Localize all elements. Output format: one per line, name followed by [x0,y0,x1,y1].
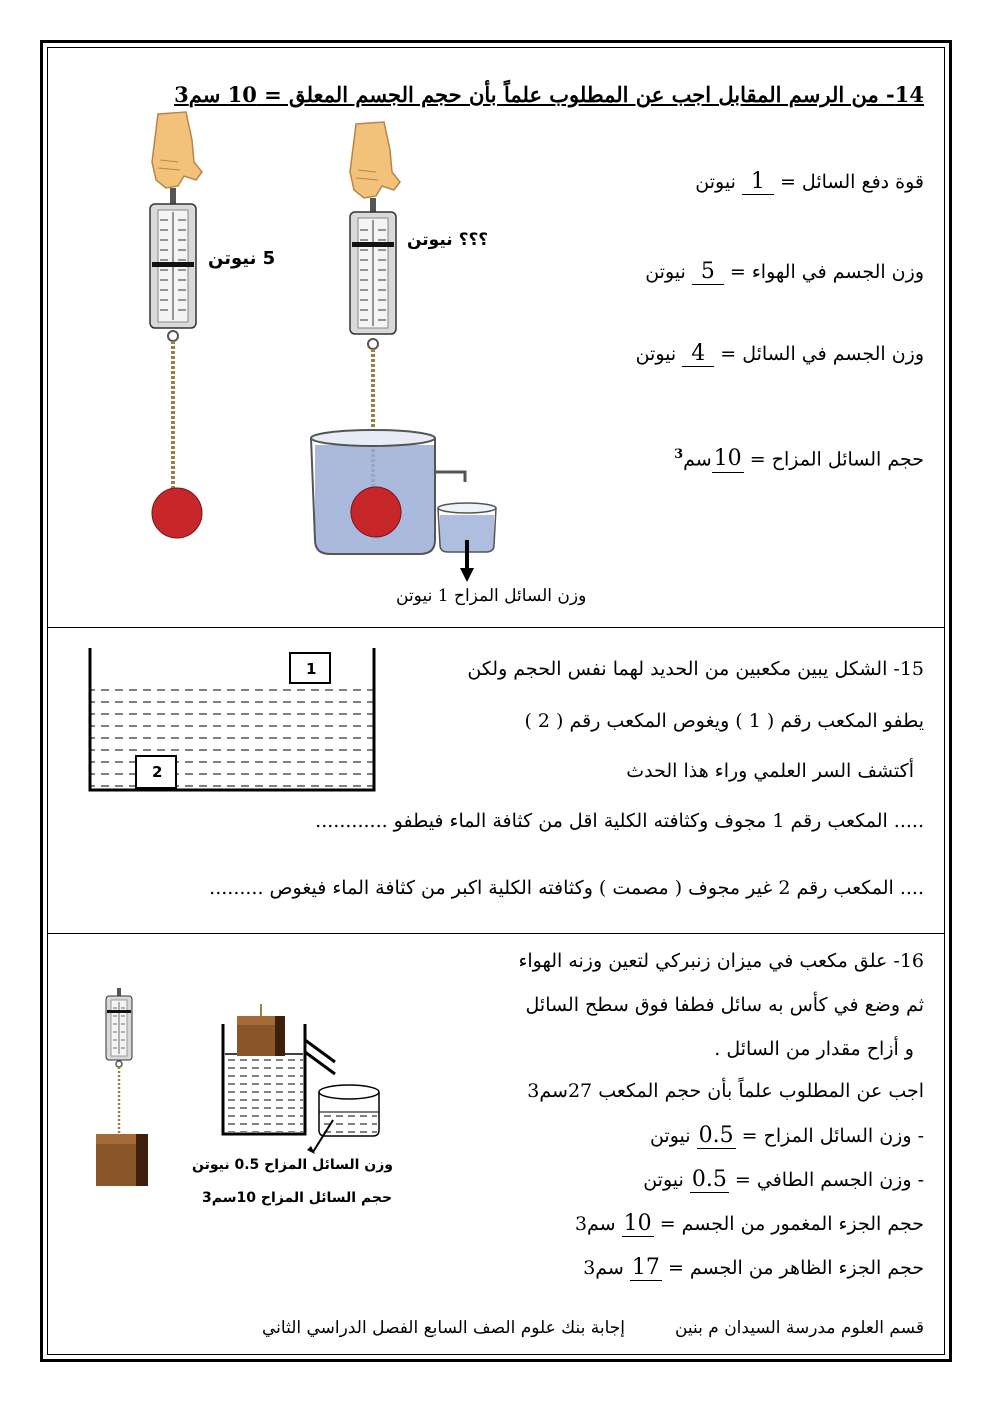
q16-line4: اجب عن المطلوب علماً بأن حجم المكعب 27سم3 [527,1080,924,1102]
indicator-bar [352,242,394,247]
q15-line1: 15- الشكل يبين مكعبين من الحديد لهما نفس الحجم ولكن [467,658,924,680]
q16-displaced-weight-answer: 0.5 [698,1123,734,1148]
footer-right: قسم العلوم مدرسة السيدان م بنين [674,1318,924,1338]
q15-line2: يطفو المكعب رقم ( 1 ) ويغوص المكعب رقم ( 2 ) [524,710,924,732]
q14-displaced-volume-row: حجم السائل المزاح = 10سم$^3$ [674,446,924,472]
q14-buoyancy-row: قوة دفع السائل = 1 نيوتن [695,169,924,194]
q14-left-scale-label: 5 نيوتن [208,248,276,269]
indicator-bar [107,1010,131,1013]
q16-line2: ثم وضع في كأس به سائل فطفا فوق سطح السائل [525,994,924,1016]
cube-2-label: 2 [152,763,163,781]
section-divider-2 [47,933,945,934]
footer-left: إجابة بنك علوم الصف السابع الفصل الدراسي الثاني [262,1318,626,1338]
q14-weight-air-row: وزن الجسم في الهواء = 5 نيوتن [645,259,924,284]
q16-line1: 16- علق مكعب في ميزان زنبركي لتعين وزنه الهواء [518,950,924,972]
q14-title: 14- من الرسم المقابل اجب عن المطلوب علماً بأن حجم الجسم المعلق = 10 سم3 [174,82,924,107]
q15-answer1: ..... المكعب رقم 1 مجوف وكثافته الكلية اقل من كثافة الماء فيطفو ............ [315,810,924,832]
q16-submerged-answer: 10 [623,1211,652,1236]
q16-caption-weight: وزن السائل المزاح 0.5 نيوتن [192,1157,393,1173]
q14-right-spring-balance [300,120,510,570]
q14-displaced-volume-answer: 10 [713,446,742,472]
hand-icon [152,112,202,188]
q15-answer2: .... المكعب رقم 2 غير مجوف ( مصمت ) وكثافته الكلية اكبر من كثافة الماء فيغوص ......... [209,877,924,899]
q16-caption-volume: حجم السائل المزاح 10سم3 [202,1190,393,1206]
indicator-bar [152,262,194,267]
ball [351,487,401,537]
q16-line3: و أزاح مقدار من السائل . [714,1038,914,1060]
q14-weight-liquid-answer: 4 [682,342,714,367]
q16-visible-row: حجم الجزء الظاهر من الجسم = 17 سم3 [583,1255,924,1280]
q14-weight-air-answer: 5 [692,260,724,285]
q15-line3: أكتشف السر العلمي وراء هذا الحدث [626,760,914,782]
q16-visible-answer: 17 [631,1255,660,1280]
q16-floating-weight-answer: 0.5 [691,1167,727,1192]
q16-overflow-beaker [215,1000,395,1142]
section-divider-1 [47,627,945,628]
ball [152,488,202,538]
q14-buoyancy-answer: 1 [742,170,774,195]
q14-right-scale-label: ؟؟؟ نيوتن [407,230,489,250]
q16-spring-balance [92,988,152,1198]
q14-displaced-caption: وزن السائل المزاح 1 نيوتن [396,586,587,606]
q14-weight-liquid-row: وزن الجسم في السائل = 4 نيوتن [635,341,924,366]
cube-1-label: 1 [306,660,317,678]
hand-icon [350,122,400,198]
q16-submerged-row: حجم الجزء المغمور من الجسم = 10 سم3 [574,1211,924,1236]
q14-left-spring-balance [130,110,220,540]
q16-floating-weight-row: - وزن الجسم الطافي = 0.5 نيوتن [643,1167,924,1192]
q16-displaced-weight-row: - وزن السائل المزاح = 0.5 نيوتن [649,1123,924,1148]
q15-tank-diagram [86,648,378,794]
